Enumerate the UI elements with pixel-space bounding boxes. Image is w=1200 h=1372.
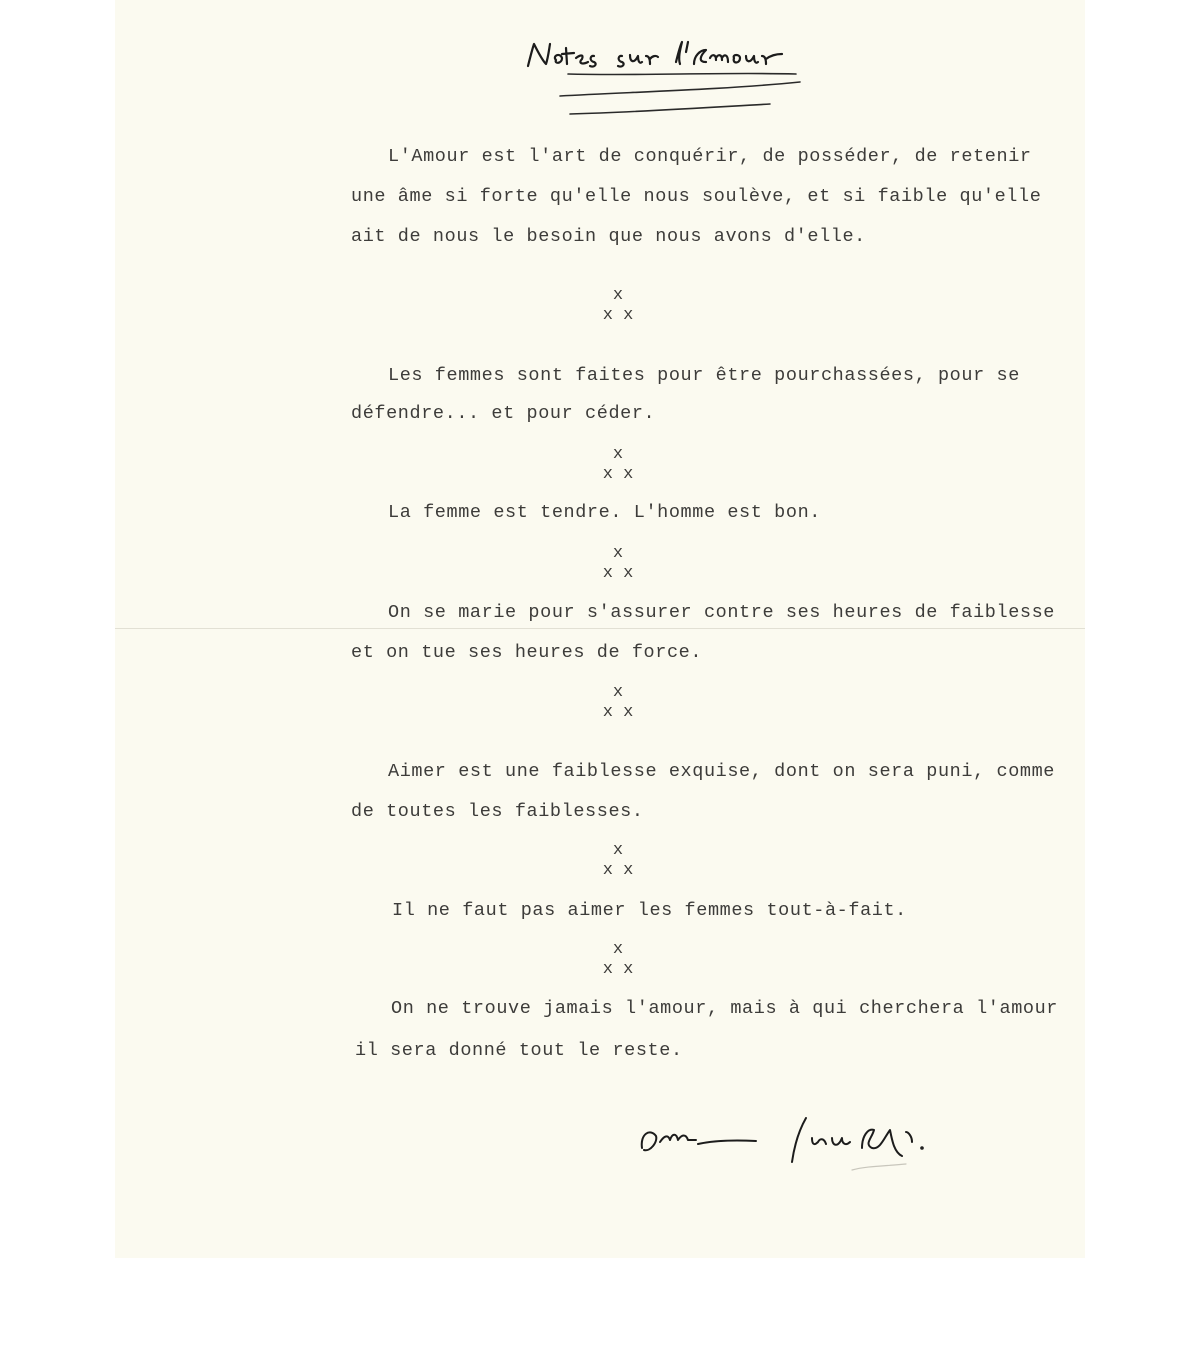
paragraph-3-line-1: La femme est tendre. L'homme est bon. — [388, 502, 821, 523]
paragraph-7-line-1: On ne trouve jamais l'amour, mais à qui cherchera l'amour — [391, 998, 1059, 1019]
separator-bottom: x x — [602, 465, 634, 484]
separator-top: x — [612, 445, 624, 464]
paragraph-2-line-2: défendre... et pour céder. — [351, 403, 656, 424]
fold-crease — [115, 628, 1085, 629]
paragraph-4-line-2: et on tue ses heures de force. — [351, 642, 703, 663]
paragraph-2-line-1: Les femmes sont faites pour être pourchassées, pour se — [388, 365, 1020, 386]
paragraph-1-line-1: L'Amour est l'art de conquérir, de posséder, de retenir — [388, 146, 1032, 167]
paragraph-1-line-2: une âme si forte qu'elle nous soulève, et si faible qu'elle — [351, 186, 1042, 207]
separator-bottom: x x — [602, 861, 634, 880]
separator-bottom: x x — [602, 306, 634, 325]
separator-top: x — [612, 683, 624, 702]
separator-bottom: x x — [602, 564, 634, 583]
paragraph-7-line-2: il sera donné tout le reste. — [355, 1040, 683, 1061]
paragraph-5-line-1: Aimer est une faiblesse exquise, dont on sera puni, comme — [388, 761, 1056, 782]
paragraph-1-line-3: ait de nous le besoin que nous avons d'elle. — [351, 226, 866, 247]
separator-top: x — [612, 544, 624, 563]
paragraph-4-line-1: On se marie pour s'assurer contre ses heures de faiblesse — [388, 602, 1056, 623]
separator-top: x — [612, 841, 624, 860]
separator-top: x — [612, 940, 624, 959]
paragraph-5-line-2: de toutes les faiblesses. — [351, 801, 644, 822]
separator-bottom: x x — [602, 703, 634, 722]
separator-bottom: x x — [602, 960, 634, 979]
separator-top: x — [612, 286, 624, 305]
paragraph-6-line-1: Il ne faut pas aimer les femmes tout-à-fait. — [392, 900, 907, 921]
handwritten-title — [520, 28, 830, 128]
handwritten-signature — [636, 1108, 946, 1178]
